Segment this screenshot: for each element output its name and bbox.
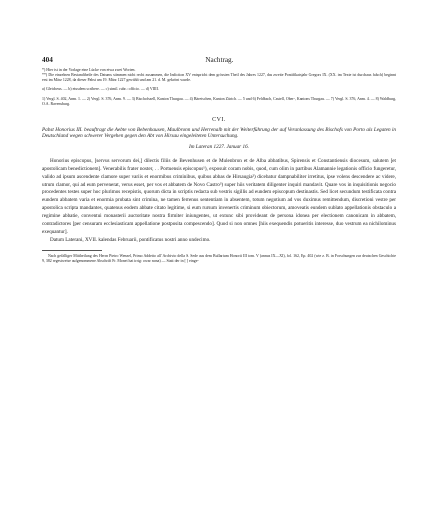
running-title: Nachtrag.	[205, 56, 234, 64]
top-footnotes	[42, 68, 396, 84]
document-page	[42, 56, 396, 264]
page-header	[42, 56, 396, 64]
reference-notes: 1) Vergl. S. 402, Anm. 1. — 2) Vergl. S. 376, Anm. 9. — 3) Bischofszell, Kanton Thurgau. — 4) Bäretschen, Kanton Zürich. — 5 und 6) Feldbach, Castell, Ober-, Kantons Thurgau. — 7) Vergl. S. 376, Anm. 4. — 8) Waldburg, O.A. Ravensburg.	[42, 96, 396, 106]
page-number: 404	[42, 56, 53, 64]
bottom-footnote	[42, 254, 396, 265]
body-paragraph: Honorius episcopus, [servus servorum dei,] dilectis filiis de Bevenhusen et de Mulenbron et de Alba abbatibus, Spirensis et Constantiensis diocesum, salutem [et apostolicam benedictionem]. Venerabilis frater noster, . . Portuensis episcopus¹), exposuit coram nobis, quod, cum olim in partibus Alamannie legationis officio fungeretur, valido ad ipsum ascendente clamore super variis et enormibus criminibus, quibus abbas de Hirsaugia²) dicebatur dampnabiliter irretitus, ipse volens descendere ac videre, utrum clamor, qui ad eum pervenerat, verus esset, per vos et abbatem de Novo Castro³) super hiis veritatem diligenter inquiri mandavit. Quare vos in inquisitionis negocio procedentes testes super hoc plurimos recepistis, quorum dicta in scriptis redacta sub vestris sigillis ad eundem episcopum destinastis. Sed licet secundum testificata contra eundem abbatem varia et enormia probata sint crimina, ne tamen ferrenus sententiam in absentem, totum negotium ad vos duximus remittendum, discretioni vestre per apostolica scripta mandantes, quatenus eodem abbate citato legitime, si eum rursum invenertis criminum obiectorum, amovеatis eundem sublato appellationis obstaculo a regimine abbatie, conventui monasterii auctoritate nostra firmiter iniungentes, ut extunc sibi provideant de persona idonea per electionem canonicam in abbatem, contradictores [per censuram ecclesiasticam appellatione postposita compescendo]. Quod si non omnes [hiis exequendis potueritis interesse, duo vestrum ea nichilominus exequantur].	[42, 157, 396, 235]
footnote-text: Nach gefälliger Mittheilung des Herrn Pietro Wenzel, Primo Addetto all' Archivio della S. Sede aus dem Bullarium Honorii III tom. V (annus IX—XI), fol. 162, Ep. 402 (wie z. B. in Forschungen zur deutschen Geschichte 9, 382 regestweise aufgenommene Abschrift Fr. Monei hat irrig: owar nona) — Statt der in [ ] einge-	[42, 253, 396, 264]
body-paragraph: Datum Laterani, XVII. kalendas Februarii, pontificatus nostri anno undecimo.	[50, 236, 211, 243]
section-number: CVI.	[212, 117, 226, 124]
date-line: Im Lateran 1227. Januar 16.	[189, 143, 249, 150]
top-footnote: **) Die einzelnen Bestandtheile des Datums stimmen nicht recht zusammen, die Indiction XV entspricht dem grössten Theil des Jahres 1227, das zweite Pontifikatsjahr Gregors IX. (XX. im Texte ist durchaus falsch) beginnt erst im März 1228, da dieser Pabst am 19. März 1227 gewählt und am 21. d. M. gekrönt wurde.	[42, 73, 396, 83]
footnote-divider	[42, 250, 102, 251]
regest-summary: Pabst Honorius III. beauftragt die Aebte von Bebenhausen, Maulbronn und Herrenalb mit der Weiterführung der auf Veranlassung des Bischofs von Porto als Legaten in Deutschland wegen schwerer Vergehen gegen den Abt von Hirsau eingeleiteten Untersuchung.	[42, 127, 396, 140]
variant-readings: a) Gleicheus. — b) eiusdem scribere. — c) simil. rubr.: officio. — d) VIIII.	[42, 86, 159, 91]
top-footnote: *) Hier ist in der Vorlage eine Lücke von etwa zwei Worten.	[42, 68, 136, 72]
charter-text	[42, 158, 396, 245]
